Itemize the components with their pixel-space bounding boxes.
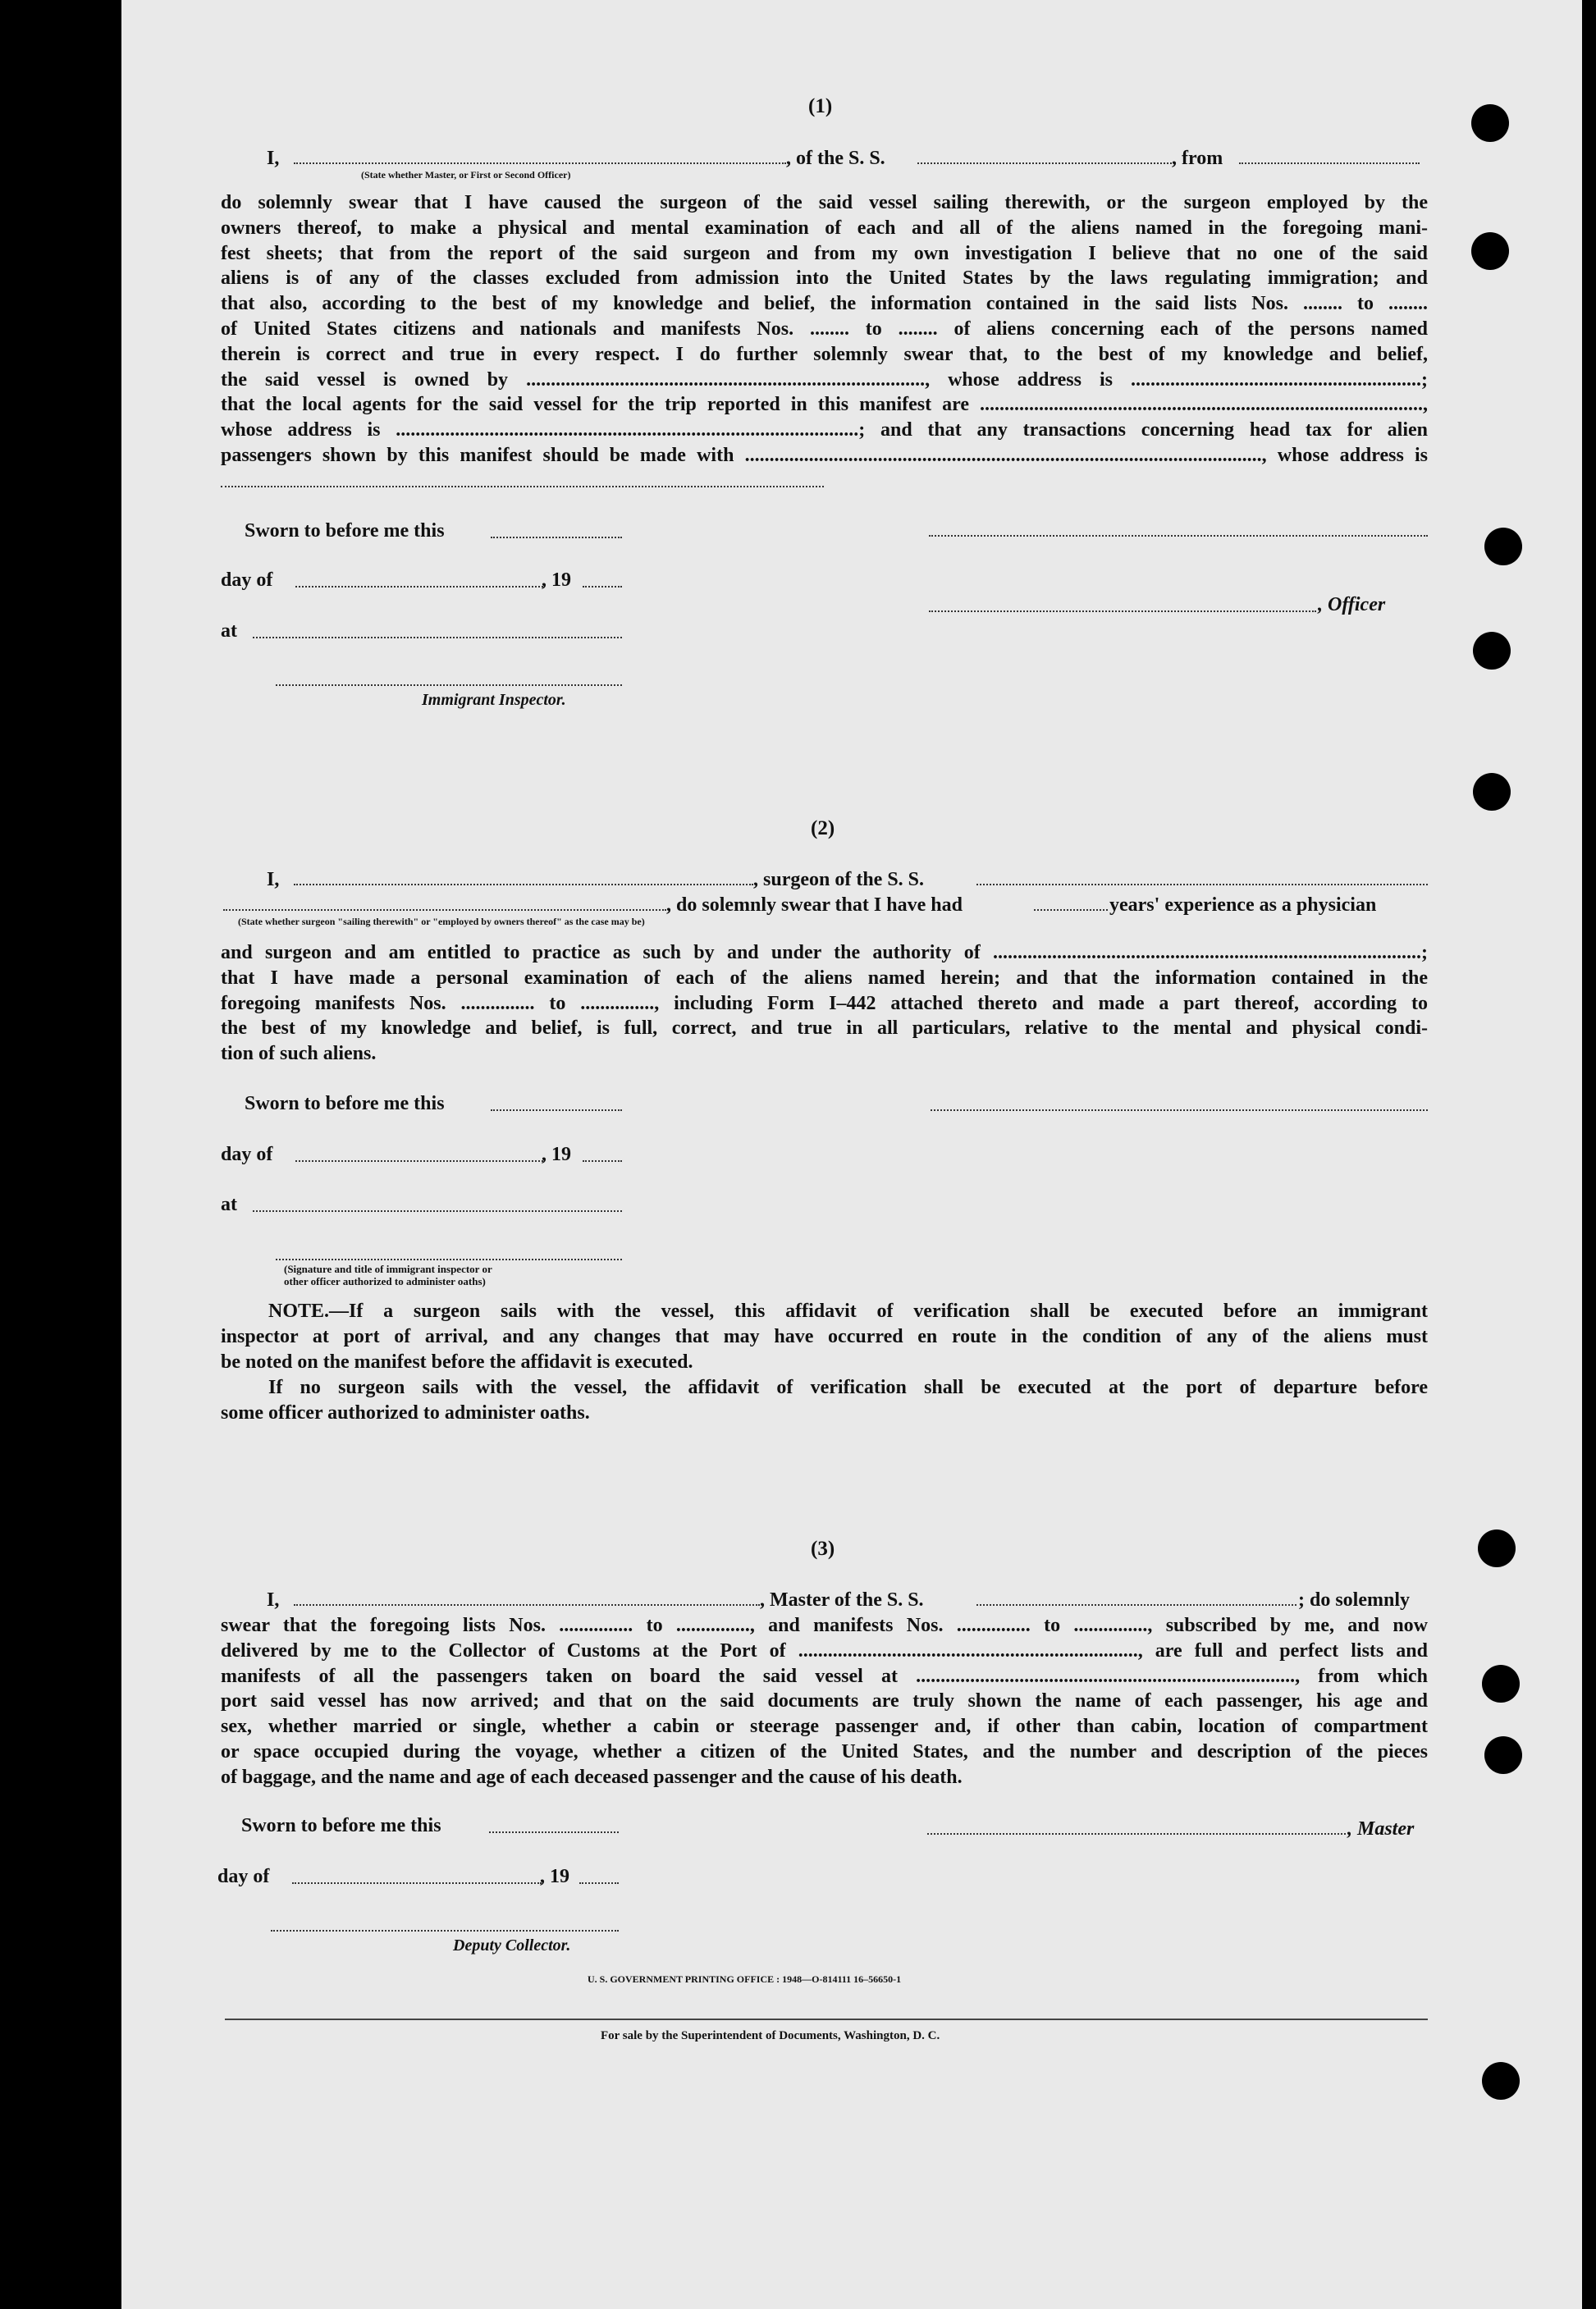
punch-hole <box>1482 2062 1520 2100</box>
day-of-label: day of <box>221 1144 273 1165</box>
punch-hole <box>1471 104 1509 142</box>
sale-notice: For sale by the Superintendent of Documents, Washington, D. C. <box>601 2029 940 2042</box>
body-line: the best of my knowledge and belief, is full, correct, and true in all particulars, relative to the mental and physical condi- <box>221 1017 1428 1040</box>
surgeon-of-label: , surgeon of the S. S. <box>753 869 925 890</box>
years-field[interactable] <box>1034 909 1108 911</box>
master-caption: (State whether Master, or First or Second Officer) <box>361 169 571 181</box>
day-of-label: day of <box>221 569 273 591</box>
body-line: delivered by me to the Collector of Customs at the Port of ....................................................................., are full and perfect lists and <box>221 1639 1428 1662</box>
surgeon-caption: (State whether surgeon "sailing therewith" or "employed by owners thereof" as the case may be) <box>238 916 645 927</box>
continuation-field[interactable] <box>221 486 824 487</box>
signature-line[interactable] <box>929 535 1428 537</box>
body-line: of United States citizens and nationals and manifests Nos. ........ to ........ of aliens concerning each of the persons named <box>221 318 1428 340</box>
note-text <box>221 1299 1428 1350</box>
note-line: NOTE.—If a surgeon sails with the vessel, this affidavit of verification shall be executed before an immigrant <box>268 1301 1428 1322</box>
swear-years-label: , do solemnly swear that I have had <box>666 894 963 916</box>
punch-hole <box>1482 1665 1520 1703</box>
collector-signature-field[interactable] <box>271 1930 619 1932</box>
signature-caption: other officer authorized to administer oaths) <box>284 1275 486 1287</box>
master-name-field[interactable] <box>294 1604 760 1606</box>
inspector-signature-field[interactable] <box>276 684 622 686</box>
body-line: that I have made a personal examination of each of the aliens named herein; and that the information contained in the <box>221 967 1428 989</box>
body-line: that also, according to the best of my knowledge and belief, the information contained in the said lists Nos. ........ to ........ <box>221 293 1428 315</box>
year-label: , 19 <box>540 1866 569 1887</box>
body-line: fest sheets; that from the report of the said surgeon and from my own investigation I believe that no one of the said <box>221 242 1428 264</box>
body-line: sex, whether married or single, whether a cabin or steerage passenger and, if other than cabin, location of compartment <box>221 1716 1428 1738</box>
sworn-day-field[interactable] <box>489 1831 619 1833</box>
body-line: and surgeon and am entitled to practice as such by and under the authority of .......................................................................................; <box>221 942 1428 963</box>
master-signature-field[interactable] <box>927 1833 1346 1835</box>
body-line: manifests of all the passengers taken on board the said vessel at ............................................................................., from which <box>221 1665 1428 1687</box>
collector-label: Deputy Collector. <box>453 1936 571 1955</box>
note-line: some officer authorized to administer oaths. <box>221 1402 590 1424</box>
punch-hole <box>1478 1529 1516 1567</box>
from-label: , from <box>1172 148 1223 169</box>
at-label: at <box>221 620 237 642</box>
year-label: , 19 <box>542 569 571 591</box>
body-line: swear that the foregoing lists Nos. ............... to ..............., and manifests Nos. ............... to ..............., subscribed by me, and now <box>221 1615 1428 1636</box>
body-line: the said vessel is owned by ................................................................................., whose address is ...........................................................; <box>221 368 1428 391</box>
punch-hole <box>1484 1736 1522 1774</box>
body-line: owners thereof, to make a physical and mental examination of each and all of the aliens named in the foregoing mani- <box>221 217 1428 239</box>
body-line: of baggage, and the name and age of each deceased passenger and the cause of his death. <box>221 1767 963 1788</box>
punch-hole <box>1471 232 1509 270</box>
day-of-field[interactable] <box>295 1160 543 1162</box>
punch-hole <box>1473 632 1511 670</box>
sworn-day-field[interactable] <box>491 537 622 538</box>
day-of-field[interactable] <box>292 1882 542 1884</box>
body-line: therein is correct and true in every respect. I do further solemnly swear that, to the best of my knowledge and belief, <box>221 343 1428 365</box>
year-field[interactable] <box>583 1160 622 1162</box>
of-ss-label: , of the S. S. <box>786 148 885 169</box>
from-port-field[interactable] <box>1239 162 1420 164</box>
punch-hole <box>1473 773 1511 811</box>
body-line: passengers shown by this manifest should be made with ........................................................................................................., whose address is <box>221 444 1428 466</box>
section-1-body <box>221 190 1428 469</box>
officer-label: , Officer <box>1318 594 1386 615</box>
day-of-field[interactable] <box>295 586 543 588</box>
master-of-label: , Master of the S. S. <box>760 1589 924 1611</box>
body-line: or space occupied during the voyage, whether a citizen of the United States, and the number and description of the pieces <box>221 1740 1428 1763</box>
surgeon-signature-field[interactable] <box>931 1109 1428 1111</box>
master-name-field[interactable] <box>294 162 786 164</box>
surgeon-name-field[interactable] <box>294 884 753 885</box>
sworn-label: Sworn to before me this <box>241 1815 441 1836</box>
body-line: tion of such aliens. <box>221 1043 377 1064</box>
section-1-i: I, <box>267 148 280 169</box>
surgeon-vessel-field[interactable] <box>976 884 1428 885</box>
body-line: aliens is of any of the classes excluded from admission into the United States by the laws regulating immigration; and <box>221 267 1428 290</box>
solemnly-label: ; do solemnly <box>1298 1589 1411 1611</box>
at-field[interactable] <box>253 637 622 638</box>
surgeon-status-field[interactable] <box>223 909 666 911</box>
section-1-number: (1) <box>808 95 833 117</box>
year-label: , 19 <box>542 1144 571 1165</box>
body-line: port said vessel has now arrived; and that on the said documents are truly shown the name of each passenger, his age and <box>221 1690 1428 1712</box>
sworn-label: Sworn to before me this <box>245 1093 445 1114</box>
inspector-signature-field[interactable] <box>276 1259 622 1260</box>
note-text <box>221 1375 1428 1401</box>
officer-signature-field[interactable] <box>929 610 1316 612</box>
signature-caption: (Signature and title of immigrant inspector or <box>284 1263 492 1275</box>
body-line: whose address is ..............................................................................................; and that any transactions concerning head tax for alien <box>221 419 1428 441</box>
section-3-number: (3) <box>811 1538 835 1560</box>
punch-hole <box>1484 528 1522 565</box>
years-label: years' experience as a physician <box>1109 894 1377 916</box>
inspector-label: Immigrant Inspector. <box>422 691 566 709</box>
note-line: be noted on the manifest before the affidavit is executed. <box>221 1351 693 1373</box>
at-field[interactable] <box>253 1210 622 1212</box>
section-3-i: I, <box>267 1589 280 1611</box>
master-label: , Master <box>1347 1818 1415 1840</box>
vessel-name-field[interactable] <box>976 1604 1296 1606</box>
section-2-body <box>221 940 1428 1041</box>
body-line: do solemnly swear that I have caused the surgeon of the said vessel sailing therewith, or the surgeon employed by the <box>221 192 1428 213</box>
sworn-day-field[interactable] <box>491 1109 622 1111</box>
section-2-number: (2) <box>811 817 835 839</box>
section-2-i: I, <box>267 869 280 890</box>
year-field[interactable] <box>583 586 622 588</box>
section-3-body <box>221 1613 1428 1765</box>
year-field[interactable] <box>579 1882 619 1884</box>
footer-rule <box>225 2019 1428 2020</box>
body-line: that the local agents for the said vessel for the trip reported in this manifest are .........................................................................................., <box>221 394 1428 416</box>
gpo-imprint: U. S. GOVERNMENT PRINTING OFFICE : 1948—O-814111 16–56650-1 <box>588 1973 902 1985</box>
at-label: at <box>221 1194 237 1215</box>
vessel-name-field[interactable] <box>917 162 1172 164</box>
sworn-label: Sworn to before me this <box>245 520 445 542</box>
day-of-label: day of <box>217 1866 270 1887</box>
note-line: If no surgeon sails with the vessel, the affidavit of verification shall be executed at the port of departure before <box>268 1377 1428 1398</box>
body-line: foregoing manifests Nos. ............... to ..............., including Form I–442 attached thereto and made a part thereof, according to <box>221 992 1428 1014</box>
note-line: inspector at port of arrival, and any changes that may have occurred en route in the condition of any of the aliens must <box>221 1325 1428 1347</box>
